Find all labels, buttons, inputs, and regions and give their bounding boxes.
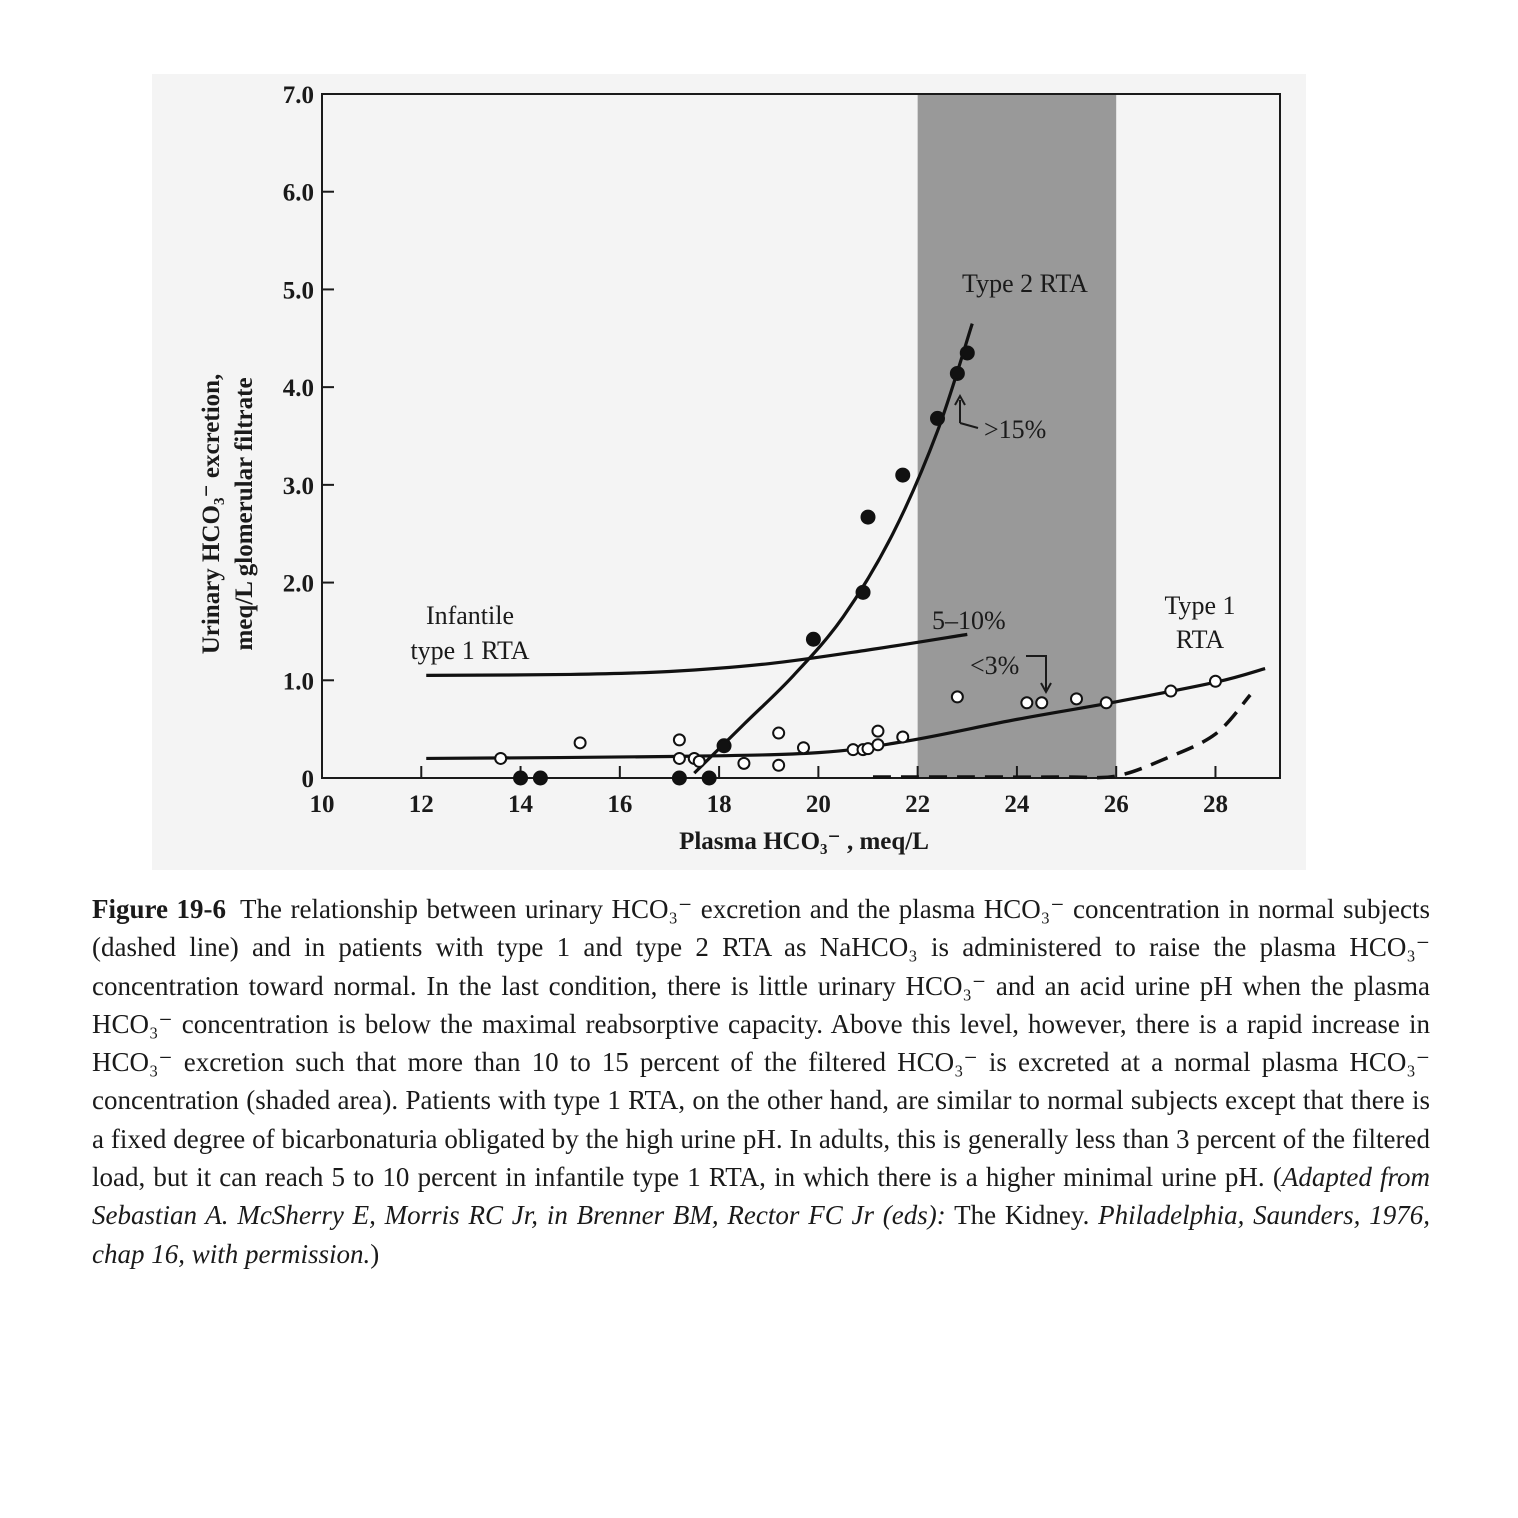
type1-rta-point xyxy=(798,742,809,753)
type1-rta-point xyxy=(694,756,705,767)
type1-rta-label-line2: RTA xyxy=(1175,625,1225,654)
type1-rta-point xyxy=(897,731,908,742)
x-tick-label: 28 xyxy=(1202,791,1228,818)
x-tick-label: 12 xyxy=(408,791,434,818)
type2-rta-label: Type 2 RTA xyxy=(962,269,1088,298)
figure-caption xyxy=(92,890,1430,1273)
x-axis-title: Plasma HCO₃⁻ , meq/L xyxy=(679,828,929,855)
y-axis-title-line1: Urinary HCO₃⁻ excretion, xyxy=(198,373,225,655)
type2-rta-point xyxy=(951,367,964,380)
type1-rta-point xyxy=(773,728,784,739)
type1-rta-point xyxy=(674,734,685,745)
infantile-label-line1: Infantile xyxy=(425,601,515,630)
pct-lt3-label: <3% xyxy=(970,651,1020,680)
y-tick-label: 1.0 xyxy=(282,668,314,696)
type1-rta-point xyxy=(1071,693,1082,704)
y-tick-label: 4.0 xyxy=(282,375,314,403)
x-tick-label: 18 xyxy=(706,791,732,818)
type2-rta-point xyxy=(857,586,870,599)
x-tick-label: 24 xyxy=(1004,791,1030,818)
type1-rta-point xyxy=(872,739,883,750)
y-tick-label: 6.0 xyxy=(282,179,314,207)
type1-rta-point xyxy=(1021,697,1032,708)
type2-rta-point xyxy=(673,772,686,785)
type1-rta-point xyxy=(952,691,963,702)
x-tick-label: 14 xyxy=(508,791,534,818)
type2-rta-point xyxy=(961,346,974,359)
y-tick-label: 7.0 xyxy=(282,82,314,109)
y-tick-label: 0 xyxy=(301,766,314,793)
type1-rta-point xyxy=(1101,697,1112,708)
curve-type-1-rta xyxy=(426,669,1265,759)
type1-rta-point xyxy=(1210,676,1221,687)
type1-rta-point xyxy=(738,758,749,769)
citation-source: Adapted from Sebastian A. McSherry E, Morris RC Jr, in Brenner BM, Rector FC Jr (eds): xyxy=(92,1162,1431,1231)
pct-5-10-label: 5–10% xyxy=(932,606,1006,635)
bicarbonate-excretion-chart xyxy=(152,74,1306,870)
figure-number: Figure 19-6 xyxy=(92,894,227,924)
y-axis-title-line2: meq/L glomerular filtrate xyxy=(231,377,258,651)
pct-gt15-label: >15% xyxy=(984,415,1047,444)
type1-rta-point xyxy=(674,753,685,764)
type2-rta-point xyxy=(718,739,731,752)
type2-rta-point xyxy=(534,772,547,785)
type1-rta-point xyxy=(1036,697,1047,708)
type2-rta-point xyxy=(862,511,875,524)
x-tick-label: 10 xyxy=(309,791,335,818)
citation-publisher: Philadelphia, Saunders, 1976, chap 16, with permission. xyxy=(92,1200,1430,1269)
infantile-label-line2: type 1 RTA xyxy=(410,636,530,665)
type1-rta-point xyxy=(773,760,784,771)
type2-rta-point xyxy=(896,469,909,482)
x-tick-label: 20 xyxy=(805,791,831,818)
citation-book-title: The Kidney. xyxy=(945,1200,1099,1231)
citation-close: ) xyxy=(370,1238,380,1269)
type1-rta-point xyxy=(495,753,506,764)
type2-rta-point xyxy=(807,633,820,646)
y-tick-label: 3.0 xyxy=(282,472,314,500)
x-tick-label: 16 xyxy=(607,791,633,818)
type1-rta-label-line1: Type 1 xyxy=(1164,591,1236,620)
y-tick-label: 5.0 xyxy=(282,277,314,305)
caption-body: The relationship between urinary HCO₃⁻ excretion and the plasma HCO₃⁻ concentration in normal subjects (dashed line) and in patients with type 1 and type 2 RTA as NaHCO₃ is administered to raise the plasma HCO₃⁻ concentration toward normal. In the last condition, there is little urinary HCO₃⁻ and an acid urine pH when the plasma HCO₃⁻ concentration is below the maximal reabsorptive capacity. Above this level, however, there is a rapid increase in HCO₃⁻ excretion such that more than 10 to 15 percent of the filtered HCO₃⁻ is excreted at a normal plasma HCO₃⁻ concentration (shaded area). Patients with type 1 RTA, on the other hand, are similar to normal subjects except that there is a fixed degree of bicarbonaturia obligated by the high urine pH. In adults, this is generally less than 3 percent of the filtered load, but it can reach 5 to 10 percent in infantile type 1 RTA, in which there is a higher minimal urine pH. ( xyxy=(92,894,1431,1193)
type1-rta-point xyxy=(872,726,883,737)
type2-rta-point xyxy=(514,772,527,785)
type2-rta-point xyxy=(703,772,716,785)
figure-panel xyxy=(152,74,1306,870)
y-tick-label: 2.0 xyxy=(282,570,314,598)
type1-rta-point xyxy=(1165,686,1176,697)
type1-rta-point xyxy=(575,737,586,748)
x-tick-label: 22 xyxy=(905,791,931,818)
type2-rta-point xyxy=(931,412,944,425)
x-tick-label: 26 xyxy=(1103,791,1129,818)
